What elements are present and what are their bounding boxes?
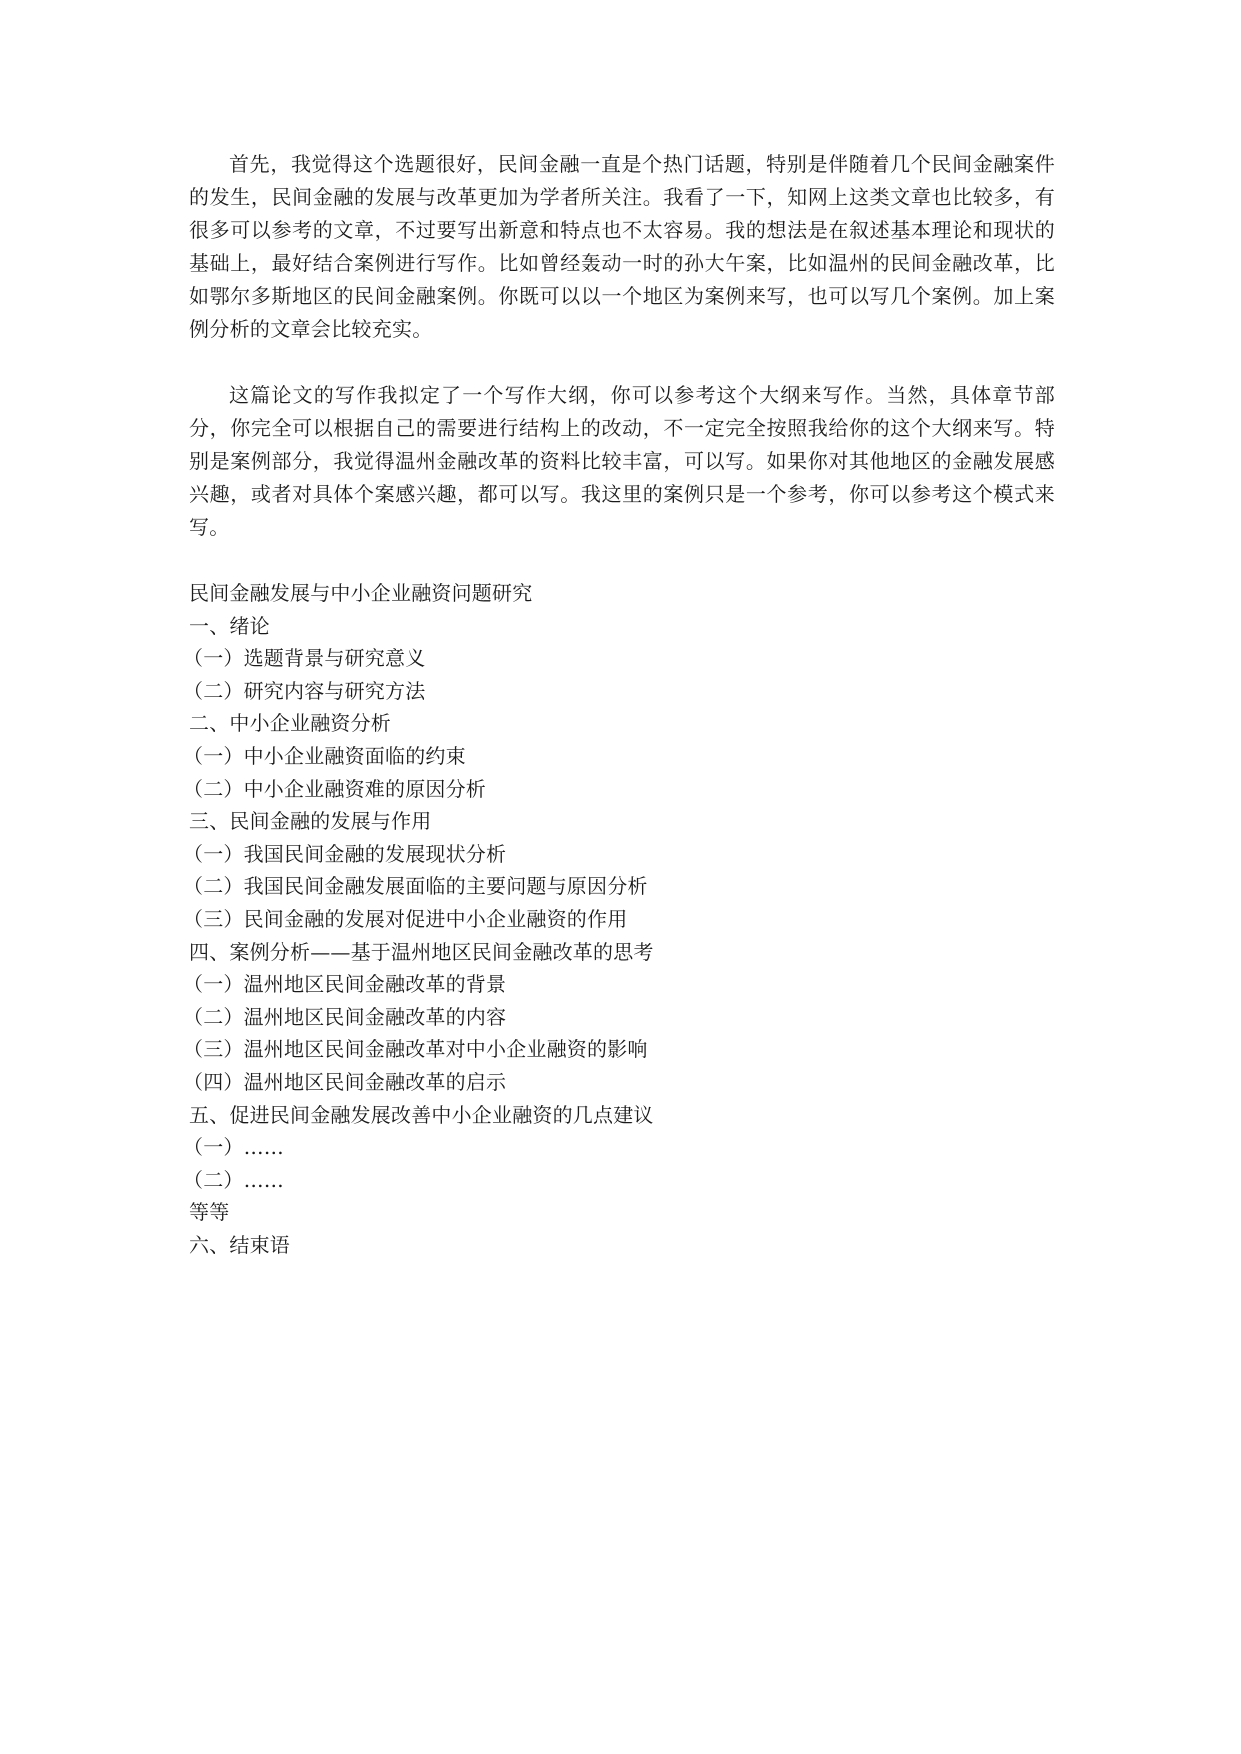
document-page <box>183 148 1055 1261</box>
outline-chapter: 五、促进民间金融发展改善中小企业融资的几点建议 <box>189 1102 654 1127</box>
outline-section: （四）温州地区民间金融改革的启示 <box>183 1069 507 1094</box>
outline-section: （一）我国民间金融的发展现状分析 <box>183 841 507 866</box>
outline-section: （二）我国民间金融发展面临的主要问题与原因分析 <box>183 874 648 899</box>
outline-intro-paragraph: 这篇论文的写作我拟定了一个写作大纲，你可以参考这个大纲来写作。当然，具体章节部分，你完全可以根据自己的需要进行结构上的改动，不一定完全按照我给你的这个大纲来写。特别是案例部分，我觉得温州金融改革的资料比较丰富，可以写。如果你对其他地区的金融发展感兴趣，或者对具体个案感兴趣，都可以写。我这里的案例只是一个参考，你可以参考这个模式来写。 <box>189 383 1055 539</box>
outline-section: （二）…… <box>183 1167 284 1192</box>
outline-section: （三）温州地区民间金融改革对中小企业融资的影响 <box>183 1037 648 1062</box>
outline-chapter: 六、结束语 <box>189 1232 290 1257</box>
outline-chapter: 四、案例分析——基于温州地区民间金融改革的思考 <box>189 939 654 964</box>
outline <box>183 577 1055 1261</box>
outline-section: （二）研究内容与研究方法 <box>183 678 426 703</box>
outline-section: （一）中小企业融资面临的约束 <box>183 743 466 768</box>
outline-chapter: 二、中小企业融资分析 <box>189 711 391 736</box>
outline-section: （三）民间金融的发展对促进中小企业融资的作用 <box>183 906 628 931</box>
outline-section: （一）…… <box>183 1135 284 1160</box>
intro-paragraph: 首先，我觉得这个选题很好，民间金融一直是个热门话题，特别是伴随着几个民间金融案件的发生，民间金融的发展与改革更加为学者所关注。我看了一下，知网上这类文章也比较多，有很多可以参考的文章，不过要写出新意和特点也不太容易。我的想法是在叙述基本理论和现状的基础上，最好结合案例进行写作。比如曾经轰动一时的孙大午案，比如温州的民间金融改革，比如鄂尔多斯地区的民间金融案例。你既可以以一个地区为案例来写，也可以写几个案例。加上案例分析的文章会比较充实。 <box>189 152 1055 341</box>
outline-section: （一）温州地区民间金融改革的背景 <box>183 972 507 997</box>
outline-section: （一）选题背景与研究意义 <box>183 646 426 671</box>
outline-chapter: 一、绪论 <box>189 613 270 638</box>
outline-section: （二）温州地区民间金融改革的内容 <box>183 1004 507 1029</box>
outline-title: 民间金融发展与中小企业融资问题研究 <box>189 581 533 605</box>
outline-section: （二）中小企业融资难的原因分析 <box>183 776 486 801</box>
outline-chapter: 三、民间金融的发展与作用 <box>189 809 432 834</box>
outline-etc: 等等 <box>189 1200 230 1225</box>
